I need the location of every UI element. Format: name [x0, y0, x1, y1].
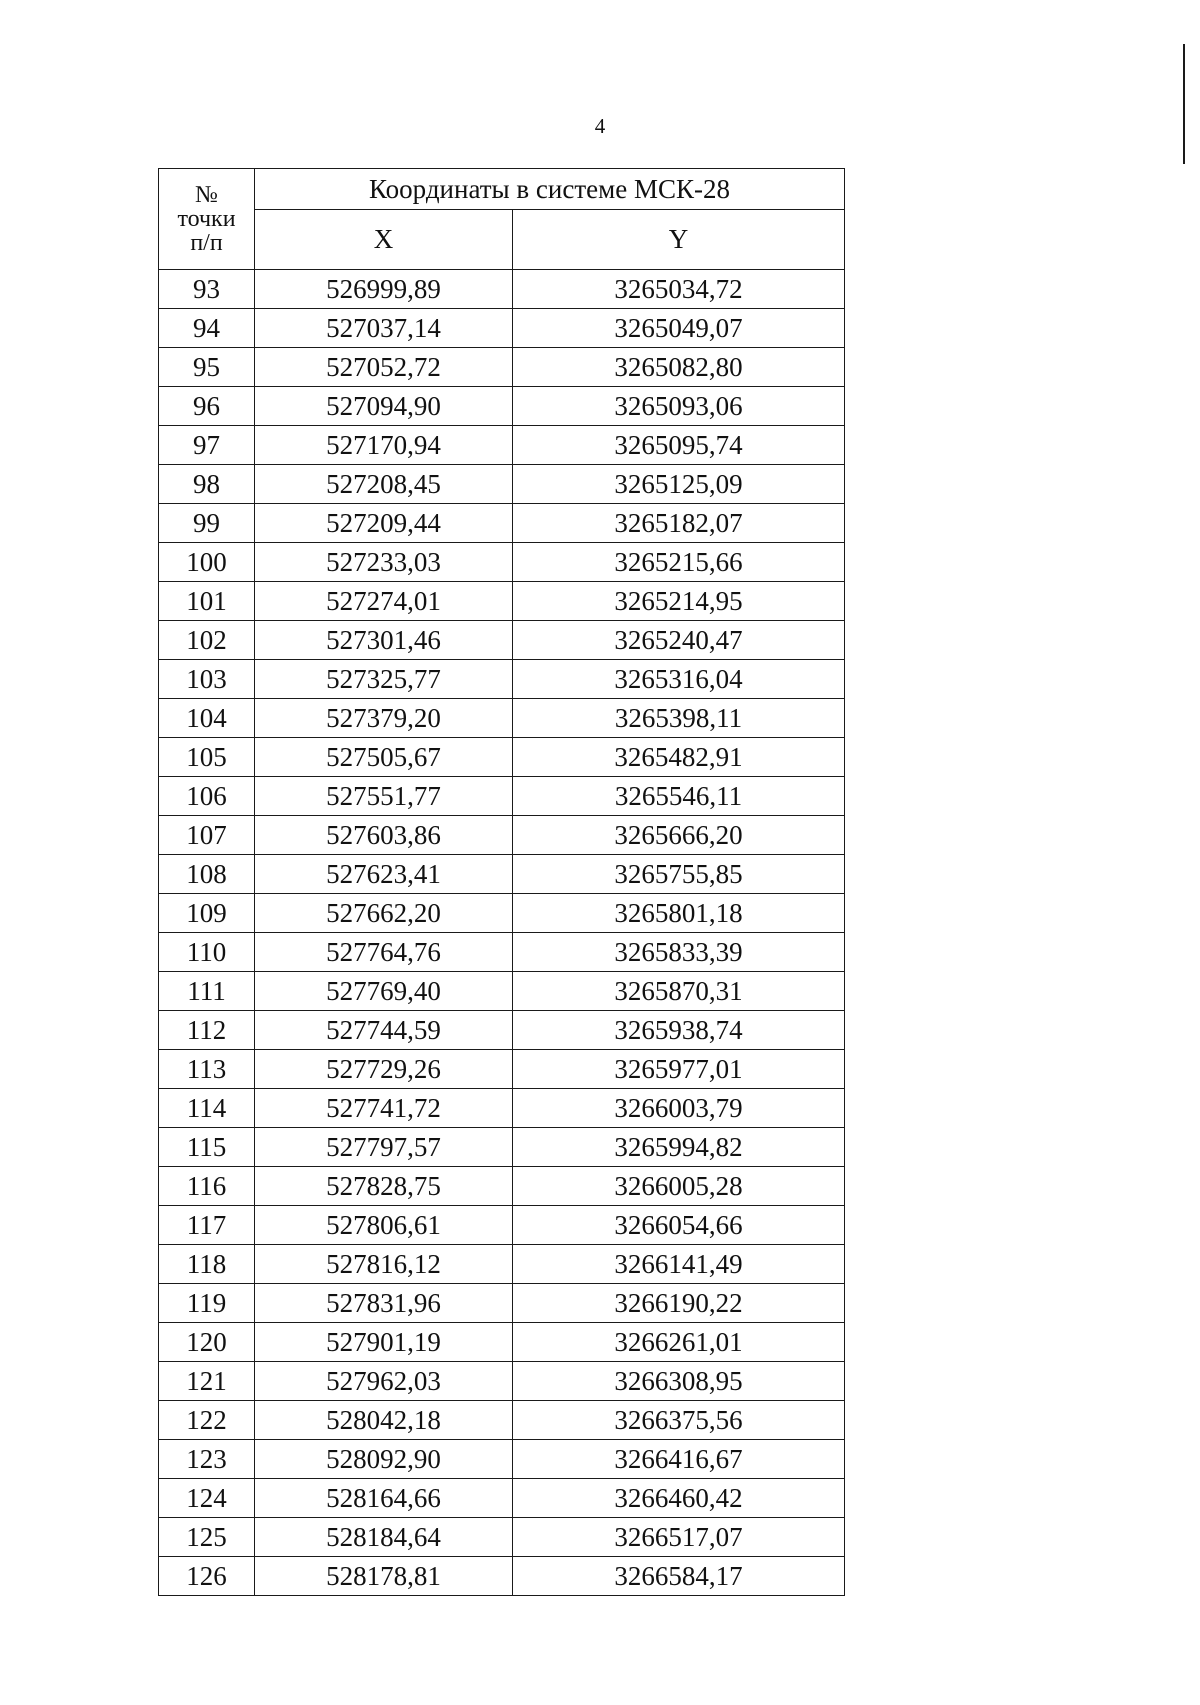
- y-coordinate-cell: 3266416,67: [513, 1440, 845, 1479]
- table-row: [159, 1518, 845, 1557]
- table-row: [159, 426, 845, 465]
- x-coordinate-cell: 527797,57: [255, 1128, 513, 1167]
- point-number-cell: 113: [159, 1050, 255, 1089]
- point-number-cell: 114: [159, 1089, 255, 1128]
- table-row: [159, 1284, 845, 1323]
- point-number-cell: 102: [159, 621, 255, 660]
- x-coordinate-cell: 527962,03: [255, 1362, 513, 1401]
- point-number-cell: 107: [159, 816, 255, 855]
- coordinates-table: [158, 168, 845, 1596]
- point-number-cell: 116: [159, 1167, 255, 1206]
- x-coordinate-cell: 527729,26: [255, 1050, 513, 1089]
- point-number-cell: 93: [159, 270, 255, 309]
- table-row: [159, 777, 845, 816]
- table-row: [159, 855, 845, 894]
- table-row: [159, 1323, 845, 1362]
- x-coordinate-cell: 527052,72: [255, 348, 513, 387]
- y-coordinate-cell: 3265938,74: [513, 1011, 845, 1050]
- x-coordinate-cell: 527623,41: [255, 855, 513, 894]
- point-number-cell: 125: [159, 1518, 255, 1557]
- y-coordinate-cell: 3266005,28: [513, 1167, 845, 1206]
- point-number-cell: 122: [159, 1401, 255, 1440]
- table-row: [159, 1128, 845, 1167]
- x-coordinate-cell: 527603,86: [255, 816, 513, 855]
- x-coordinate-cell: 526999,89: [255, 270, 513, 309]
- point-number-cell: 96: [159, 387, 255, 426]
- x-coordinate-cell: 527037,14: [255, 309, 513, 348]
- table-row: [159, 1245, 845, 1284]
- table-row: [159, 1206, 845, 1245]
- table-row: [159, 387, 845, 426]
- point-number-cell: 94: [159, 309, 255, 348]
- y-coordinate-cell: 3265082,80: [513, 348, 845, 387]
- x-coordinate-cell: 527301,46: [255, 621, 513, 660]
- x-coordinate-cell: 527831,96: [255, 1284, 513, 1323]
- y-coordinate-cell: 3265801,18: [513, 894, 845, 933]
- point-number-cell: 111: [159, 972, 255, 1011]
- y-coordinate-cell: 3265316,04: [513, 660, 845, 699]
- y-coordinate-cell: 3266517,07: [513, 1518, 845, 1557]
- table-row: [159, 894, 845, 933]
- point-number-cell: 126: [159, 1557, 255, 1596]
- point-number-cell: 95: [159, 348, 255, 387]
- x-coordinate-cell: 527094,90: [255, 387, 513, 426]
- table-row: [159, 738, 845, 777]
- point-number-cell: 121: [159, 1362, 255, 1401]
- y-coordinate-cell: 3266141,49: [513, 1245, 845, 1284]
- y-coordinate-cell: 3266375,56: [513, 1401, 845, 1440]
- table-row: [159, 1167, 845, 1206]
- y-coordinate-cell: 3265546,11: [513, 777, 845, 816]
- coordinates-table-body: [159, 270, 845, 1596]
- x-column-header: X: [255, 210, 513, 270]
- x-coordinate-cell: 527769,40: [255, 972, 513, 1011]
- x-coordinate-cell: 527170,94: [255, 426, 513, 465]
- table-row: [159, 309, 845, 348]
- table-row: [159, 504, 845, 543]
- table-row: [159, 582, 845, 621]
- point-number-cell: 115: [159, 1128, 255, 1167]
- y-coordinate-cell: 3266460,42: [513, 1479, 845, 1518]
- table-row: [159, 1011, 845, 1050]
- point-number-header: [159, 169, 255, 270]
- y-coordinate-cell: 3266003,79: [513, 1089, 845, 1128]
- table-row: [159, 543, 845, 582]
- point-number-cell: 106: [159, 777, 255, 816]
- point-number-cell: 97: [159, 426, 255, 465]
- table-row: [159, 972, 845, 1011]
- point-number-cell: 101: [159, 582, 255, 621]
- coordinates-table-header: [159, 169, 845, 270]
- y-coordinate-cell: 3265034,72: [513, 270, 845, 309]
- point-number-cell: 100: [159, 543, 255, 582]
- y-coordinate-cell: 3266054,66: [513, 1206, 845, 1245]
- point-number-cell: 103: [159, 660, 255, 699]
- table-row: [159, 465, 845, 504]
- y-coordinate-cell: 3265240,47: [513, 621, 845, 660]
- page-number: 4: [594, 114, 606, 138]
- point-number-cell: 104: [159, 699, 255, 738]
- x-coordinate-cell: 527233,03: [255, 543, 513, 582]
- table-row: [159, 660, 845, 699]
- table-row: [159, 816, 845, 855]
- y-coordinate-cell: 3265049,07: [513, 309, 845, 348]
- x-coordinate-cell: 527828,75: [255, 1167, 513, 1206]
- point-number-cell: 119: [159, 1284, 255, 1323]
- y-coordinate-cell: 3265977,01: [513, 1050, 845, 1089]
- point-number-cell: 108: [159, 855, 255, 894]
- point-number-header-line2: точки: [177, 206, 236, 232]
- point-number-cell: 110: [159, 933, 255, 972]
- y-coordinate-cell: 3266308,95: [513, 1362, 845, 1401]
- table-row: [159, 348, 845, 387]
- point-number-cell: 112: [159, 1011, 255, 1050]
- x-coordinate-cell: 527764,76: [255, 933, 513, 972]
- table-row: [159, 621, 845, 660]
- point-number-cell: 109: [159, 894, 255, 933]
- x-coordinate-cell: 527901,19: [255, 1323, 513, 1362]
- x-coordinate-cell: 527662,20: [255, 894, 513, 933]
- table-row: [159, 933, 845, 972]
- point-number-header-line1: №: [195, 182, 218, 208]
- x-coordinate-cell: 528164,66: [255, 1479, 513, 1518]
- x-coordinate-cell: 527325,77: [255, 660, 513, 699]
- table-row: [159, 1440, 845, 1479]
- y-coordinate-cell: 3265095,74: [513, 426, 845, 465]
- y-coordinate-cell: 3266261,01: [513, 1323, 845, 1362]
- table-row: [159, 270, 845, 309]
- y-coordinate-cell: 3265870,31: [513, 972, 845, 1011]
- table-row: [159, 1401, 845, 1440]
- x-coordinate-cell: 527816,12: [255, 1245, 513, 1284]
- point-number-cell: 98: [159, 465, 255, 504]
- y-coordinate-cell: 3265398,11: [513, 699, 845, 738]
- y-coordinate-cell: 3265093,06: [513, 387, 845, 426]
- x-coordinate-cell: 527551,77: [255, 777, 513, 816]
- point-number-header-line3: п/п: [190, 230, 223, 256]
- table-row: [159, 1479, 845, 1518]
- x-coordinate-cell: 527379,20: [255, 699, 513, 738]
- y-coordinate-cell: 3265214,95: [513, 582, 845, 621]
- table-row: [159, 1050, 845, 1089]
- table-row: [159, 1362, 845, 1401]
- table-row: [159, 1089, 845, 1128]
- y-coordinate-cell: 3265182,07: [513, 504, 845, 543]
- x-coordinate-cell: 528184,64: [255, 1518, 513, 1557]
- point-number-cell: 117: [159, 1206, 255, 1245]
- y-coordinate-cell: 3265994,82: [513, 1128, 845, 1167]
- point-number-cell: 105: [159, 738, 255, 777]
- y-coordinate-cell: 3265215,66: [513, 543, 845, 582]
- x-coordinate-cell: 527209,44: [255, 504, 513, 543]
- x-coordinate-cell: 528178,81: [255, 1557, 513, 1596]
- x-coordinate-cell: 527208,45: [255, 465, 513, 504]
- y-coordinate-cell: 3265833,39: [513, 933, 845, 972]
- x-coordinate-cell: 528042,18: [255, 1401, 513, 1440]
- y-coordinate-cell: 3265482,91: [513, 738, 845, 777]
- x-coordinate-cell: 527505,67: [255, 738, 513, 777]
- x-coordinate-cell: 527806,61: [255, 1206, 513, 1245]
- table-row: [159, 1557, 845, 1596]
- point-number-cell: 124: [159, 1479, 255, 1518]
- x-coordinate-cell: 527744,59: [255, 1011, 513, 1050]
- y-coordinate-cell: 3266584,17: [513, 1557, 845, 1596]
- x-coordinate-cell: 527274,01: [255, 582, 513, 621]
- scan-edge-mark: [1183, 44, 1185, 164]
- table-row: [159, 699, 845, 738]
- y-coordinate-cell: 3265125,09: [513, 465, 845, 504]
- point-number-cell: 123: [159, 1440, 255, 1479]
- y-coordinate-cell: 3266190,22: [513, 1284, 845, 1323]
- x-coordinate-cell: 527741,72: [255, 1089, 513, 1128]
- y-coordinate-cell: 3265755,85: [513, 855, 845, 894]
- point-number-cell: 99: [159, 504, 255, 543]
- y-coordinate-cell: 3265666,20: [513, 816, 845, 855]
- y-column-header: Y: [513, 210, 845, 270]
- point-number-cell: 120: [159, 1323, 255, 1362]
- point-number-cell: 118: [159, 1245, 255, 1284]
- coordinates-group-header: Координаты в системе МСК-28: [255, 169, 845, 210]
- x-coordinate-cell: 528092,90: [255, 1440, 513, 1479]
